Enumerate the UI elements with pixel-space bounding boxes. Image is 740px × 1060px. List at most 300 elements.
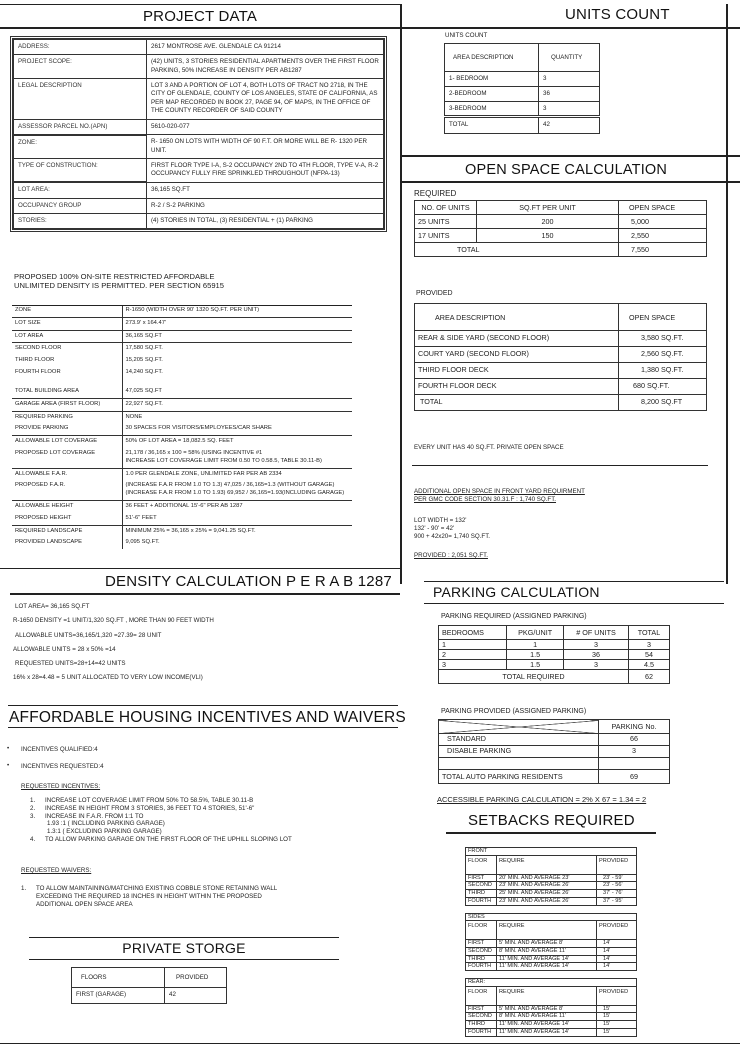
table-row <box>466 1021 637 1029</box>
header-row <box>466 986 637 1005</box>
table-row <box>12 305 352 317</box>
table-row <box>415 229 707 243</box>
row-label: REQUIRED LANDSCAPE <box>12 525 122 537</box>
calc-line: 900 + 42x20= 1,740 SQ.FT. <box>414 532 491 540</box>
row-label: ALLOWABLE LOT COVERAGE <box>12 436 122 448</box>
density-title: DENSITY CALCULATION P E R A B 1287 <box>105 573 392 590</box>
column-header: PROVIDED <box>597 921 637 940</box>
table-row <box>415 347 707 363</box>
waiver-line: EXCEEDING THE REQUIRED 18 INCHES IN HEIGHT WITHIN THE PROPOSED <box>36 892 262 900</box>
incentives-qualified: INCENTIVES QUALIFIED:4 <box>21 746 98 753</box>
table-cell: FIRST (GARAGE) <box>72 988 165 1004</box>
incentive-number <box>30 820 45 828</box>
table-cell: 5' MIN. AND AVERAGE 8' <box>497 940 597 948</box>
row-label: TOTAL BUILDING AREA <box>12 379 122 398</box>
table-cell: 3 <box>564 640 629 650</box>
table-row <box>12 379 352 398</box>
column-header: REQUIRE <box>497 921 597 940</box>
open-space-required-table <box>414 200 707 257</box>
value-line: INCREASE LOT COVERAGE LIMIT FROM 0.50 TO 0.58.5, TABLE 30.11-B) <box>125 457 322 464</box>
divider <box>8 705 398 706</box>
frame-line <box>400 181 740 183</box>
table-cell: 11' MIN. AND AVERAGE 14' <box>497 1028 597 1036</box>
table-cell: 5' MIN. AND AVERAGE 8' <box>497 1005 597 1013</box>
row-label: OCCUPANCY GROUP <box>14 198 147 213</box>
note-line: UNLIMITED DENSITY IS PERMITTED. PER SECTION 65915 <box>14 281 224 291</box>
value-line: 22,927 SQ.FT. <box>125 400 163 407</box>
total-row <box>439 670 670 684</box>
row-value: R- 1650 ON LOTS WITH WIDTH OF 90 F.T. OR MORE WILL BE R- 1320 PER UNIT. <box>147 135 384 159</box>
column-header: OPEN SPACE <box>619 201 707 215</box>
row-value: 36,165 SQ.FT <box>147 182 384 198</box>
table-row <box>466 947 637 955</box>
accessible-parking-calculation: ACCESSIBLE PARKING CALCULATION = 2% X 67 = 1.34 = 2 <box>437 795 647 804</box>
table-cell: 11' MIN. AND AVERAGE 14' <box>497 1021 597 1029</box>
row-value: LOT 3 AND A PORTION OF LOT 4, BOTH LOTS OF TRACT NO 2718, IN THE CITY OF GLENDALE, COUNTY OF LOS ANGELES, STATE OF CALIFORNIA, AS PER MAP RECORDED IN BOOK 27, PAGE 94, OF MAPS, IN THE OFFICE OF THE COUNTY RECORDER OF SAID COUNTY <box>147 79 384 119</box>
table-cell: TOTAL REQUIRED <box>439 670 629 684</box>
table-row <box>12 423 352 435</box>
table-cell: 1 <box>439 640 507 650</box>
row-label: PROPOSED HEIGHT <box>12 513 122 525</box>
incentive-item <box>30 805 390 813</box>
units-table <box>444 43 600 134</box>
table-row <box>466 1013 637 1021</box>
row-label: ZONE <box>12 305 122 317</box>
column-header: OPEN SPACE <box>619 304 707 331</box>
row-label: SECOND FLOOR <box>12 343 122 355</box>
table-cell: THIRD <box>466 890 497 898</box>
divider-vertical <box>726 4 728 584</box>
row-value <box>122 448 352 468</box>
frame-line <box>0 27 400 29</box>
table-cell: THIRD <box>466 1021 497 1029</box>
table-cell: 42 <box>539 117 600 134</box>
table-row <box>466 897 637 905</box>
row-label: LOT AREA: <box>14 182 147 198</box>
value-line: R-1650 (WIDTH OVER 90' 1320 SQ.FT. PER UNIT) <box>125 307 260 313</box>
table-cell: 1.5 <box>507 650 564 660</box>
note-line: ADDITIONAL OPEN SPACE IN FRONT YARD REQUIRMENT <box>414 488 585 495</box>
divider <box>424 581 724 582</box>
table-row <box>14 135 384 159</box>
table-row <box>439 746 670 758</box>
column-header: QUANTITY <box>539 44 600 72</box>
table-row <box>466 940 637 948</box>
table-cell: 4.5 <box>628 660 669 670</box>
divider <box>8 727 398 728</box>
incentive-item <box>30 836 390 844</box>
parking-required-label: PARKING REQUIRED (ASSIGNED PARKING) <box>441 613 587 620</box>
incentive-text: 1.3:1 ( EXCLUDING PARKING GARAGE) <box>47 828 162 835</box>
table-cell: 11' MIN. AND AVERAGE 14' <box>497 955 597 963</box>
table-row <box>466 882 637 890</box>
incentive-text: 1.93 :1 ( INCLUDING PARKING GARAGE) <box>47 820 165 828</box>
value-line: 273.9' x 164.47' <box>125 319 167 326</box>
column-header: NO. OF UNITS <box>415 201 477 215</box>
table-cell: 20' MIN. AND AVERAGE 23' <box>497 874 597 882</box>
value-line: 50% OF LOT AREA = 18,082.5 SQ. FEET <box>125 438 234 445</box>
table-cell: 3-BEDROOM <box>445 102 539 117</box>
divider <box>424 603 724 604</box>
row-value <box>122 398 352 411</box>
row-value: 5610-020-077 <box>147 119 384 135</box>
frame-line <box>0 568 400 569</box>
row-value <box>122 501 352 513</box>
table-cell: 3,580 SQ.FT. <box>619 331 707 347</box>
table-row <box>12 330 352 343</box>
row-label: ASSESSOR PARCEL NO.(APN) <box>14 119 147 135</box>
group-label: SIDES <box>466 913 637 921</box>
table-cell: 2 <box>439 650 507 660</box>
incentive-number: 1. <box>30 797 36 804</box>
waiver-number: 1. <box>21 885 27 892</box>
table-row <box>14 159 384 183</box>
table-cell: 25 UNITS <box>415 215 477 229</box>
row-label: LEGAL DESCRIPTION <box>14 79 147 119</box>
value-line: 1.0 PER GLENDALE ZONE, UNLIMITED FAR PER AB 2334 <box>125 470 282 477</box>
table-row <box>445 87 600 102</box>
setbacks-title: SETBACKS REQUIRED <box>468 812 635 829</box>
row-value: R-2 / S-2 PARKING <box>147 198 384 213</box>
column-header: TOTAL <box>628 626 669 640</box>
table-cell: 3 <box>628 640 669 650</box>
density-calculation <box>13 603 393 689</box>
value-line: 21,178 / 36,165 x 100 = 58% (USING INCENTIVE #1 <box>125 449 263 456</box>
parking-title: PARKING CALCULATION <box>433 584 600 600</box>
table-cell: SECOND <box>466 1013 497 1021</box>
table-row <box>466 890 637 898</box>
value-line: 36 FEET + ADDITIONAL 15'-6" PER AB 1287 <box>125 503 243 509</box>
incentives-requested: INCENTIVES REQUESTED:4 <box>21 763 104 770</box>
table-cell: FOURTH <box>466 1028 497 1036</box>
row-value: (42) UNITS, 3 STORIES RESIDENTIAL APARTMENTS OVER THE FIRST FLOOR PARKING, 50% INCREASE IN DENSITY PER AB1287 <box>147 55 384 79</box>
table-row <box>466 1028 637 1036</box>
row-label: GARAGE AREA (FIRST FLOOR) <box>12 398 122 411</box>
row-label: ADDRESS: <box>14 40 147 55</box>
row-label: ALLOWABLE F.A.R. <box>12 468 122 480</box>
note-line: PER GMC CODE SECTION 30.31.F : 1,740 SQ.FT. <box>414 495 557 503</box>
total-row <box>415 243 707 257</box>
table-row <box>415 363 707 379</box>
total-row <box>415 395 707 411</box>
row-label: STORIES: <box>14 214 147 229</box>
row-value <box>122 330 352 343</box>
table-cell: 2-BEDROOM <box>445 87 539 102</box>
zone-table <box>12 305 352 549</box>
incentive-item <box>30 820 390 828</box>
table-row <box>415 379 707 395</box>
value-line: 14,240 SQ.FT. <box>125 369 163 376</box>
table-row <box>445 72 600 87</box>
table-cell: 15' <box>597 1021 637 1029</box>
table-row <box>14 198 384 213</box>
header-row <box>466 921 637 940</box>
table-cell: FIRST <box>466 1005 497 1013</box>
table-row <box>12 480 352 500</box>
table-cell: 15' <box>597 1005 637 1013</box>
row-value <box>122 537 352 549</box>
table-cell: 14' <box>597 940 637 948</box>
table-cell: 23' MIN. AND AVERAGE 26' <box>497 882 597 890</box>
open-space-title: OPEN SPACE CALCULATION <box>465 162 668 178</box>
table-row <box>12 367 352 379</box>
value-line: 30 SPACES FOR VISITORS/EMPLOYEES/CAR SHARE <box>125 425 272 432</box>
row-label: PROVIDE PARKING <box>12 423 122 435</box>
table-cell: COURT YARD (SECOND FLOOR) <box>415 347 619 363</box>
table-cell: SECOND <box>466 947 497 955</box>
table-cell: 62 <box>628 670 669 684</box>
value-line: NONE <box>125 413 143 420</box>
project-data-title: PROJECT DATA <box>142 8 258 25</box>
value-line: (INCREASE F.A.R FROM 1.0 TO 1.3) 47,025 / 36,165=1.3 (WITHOUT GARAGE) <box>125 482 335 489</box>
additional-open-space <box>414 488 585 504</box>
table-cell: 3 <box>539 72 600 87</box>
table-cell: 23' MIN. AND AVERAGE 26' <box>497 897 597 905</box>
table-cell: 1 <box>507 640 564 650</box>
density-line: R-1650 DENSITY =1 UNIT/1,320 SQ.FT , MORE THAN 90 FEET WIDTH <box>13 617 214 625</box>
table-cell: 3 <box>439 660 507 670</box>
table-cell: 3 <box>564 660 629 670</box>
table-cell: 42 <box>165 988 227 1004</box>
table-cell: 1- BEDROOM <box>445 72 539 87</box>
row-value <box>122 423 352 435</box>
table-cell: 23' - 56' <box>597 882 637 890</box>
row-value <box>122 411 352 423</box>
table-row <box>12 398 352 411</box>
incentive-number: 2. <box>30 804 36 812</box>
total-row <box>445 117 600 134</box>
table-row <box>12 525 352 537</box>
value-line: 15,205 SQ.FT. <box>125 357 163 364</box>
open-space-provided-table <box>414 303 707 411</box>
table-row <box>12 343 352 355</box>
column-header: REQUIRE <box>497 855 597 874</box>
setback-table-rear <box>465 978 637 1037</box>
table-cell: 23' - 59' <box>597 874 637 882</box>
row-label: LOT SIZE <box>12 317 122 330</box>
table-cell: SECOND <box>466 882 497 890</box>
table-cell: REAR & SIDE YARD (SECOND FLOOR) <box>415 331 619 347</box>
table-cell: 54 <box>628 650 669 660</box>
table-cell: 2,560 SQ.FT. <box>619 347 707 363</box>
row-label: ZONE: <box>14 135 147 159</box>
column-header: BEDROOMS <box>439 626 507 640</box>
table-cell: 1.5 <box>507 660 564 670</box>
table-cell: 2,550 <box>619 229 707 243</box>
row-value: FIRST FLOOR TYPE I-A, S-2 OCCUPANCY 2ND TO 4TH FLOOR, TYPE V-A, R-2 OCCUPANCY FULLY FIRE SPRINKLED THROUGHOUT (NFPA-13) <box>147 159 384 183</box>
divider <box>29 959 339 960</box>
column-header: SQ.FT PER UNIT <box>477 201 619 215</box>
table-cell: 17 UNITS <box>415 229 477 243</box>
table-row <box>466 963 637 971</box>
row-value: (4) STORIES IN TOTAL, (3) RESIDENTIAL + (1) PARKING <box>147 214 384 229</box>
table-cell: 1,380 SQ.FT. <box>619 363 707 379</box>
row-label: THIRD FLOOR <box>12 355 122 367</box>
incentives-heading: REQUESTED INCENTIVES: <box>21 783 101 790</box>
affordable-title: AFFORDABLE HOUSING INCENTIVES AND WAIVERS <box>9 709 406 726</box>
table-cell: 8,200 SQ.FT <box>619 395 707 411</box>
table-row <box>14 40 384 55</box>
column-header: PKG/UNIT <box>507 626 564 640</box>
row-label: LOT AREA <box>12 330 122 343</box>
table-cell: TOTAL <box>415 395 619 411</box>
density-line: LOT AREA= 36,165 SQ.FT <box>15 603 90 610</box>
table-cell: 14' <box>597 963 637 971</box>
frame-line <box>400 155 740 157</box>
provided-label: PROVIDED <box>416 290 453 297</box>
incentive-text: INCREASE LOT COVERAGE LIMIT FROM 50% TO 58.5%, TABLE 30.11-B <box>45 797 254 804</box>
row-value: 2617 MONTROSE AVE. GLENDALE CA 91214 <box>147 40 384 55</box>
frame-line <box>0 4 400 5</box>
row-label: TYPE OF CONSTRUCTION: <box>14 159 147 183</box>
header-row <box>415 304 707 331</box>
column-header: # OF UNITS <box>564 626 629 640</box>
frame-line <box>400 27 740 29</box>
header-row <box>466 855 637 874</box>
table-cell: FOURTH <box>466 963 497 971</box>
row-value <box>122 379 352 398</box>
column-header: FLOOR <box>466 855 497 874</box>
row-label: PROVIDED LANDSCAPE <box>12 537 122 549</box>
project-data-table <box>10 36 387 232</box>
header-row <box>415 201 707 215</box>
table-cell: 8' MIN. AND AVERAGE 11' <box>497 1013 597 1021</box>
table-cell: THIRD FLOOR DECK <box>415 363 619 379</box>
table-row <box>14 119 384 135</box>
storage-table <box>71 967 227 1004</box>
units-count-title: UNITS COUNT <box>565 6 670 23</box>
column-header: FLOOR <box>466 986 497 1005</box>
table-cell: TOTAL <box>415 243 619 257</box>
crossed-header-cell <box>439 720 599 734</box>
column-header: PROVIDED <box>597 986 637 1005</box>
table-row <box>415 215 707 229</box>
table-cell: 680 SQ.FT. <box>619 379 707 395</box>
incentive-item <box>30 828 390 836</box>
table-cell: 25' MIN. AND AVERAGE 26' <box>497 890 597 898</box>
value-line: 36,165 SQ.FT <box>125 332 162 339</box>
table-row <box>12 537 352 549</box>
table-row <box>12 448 352 468</box>
row-value <box>122 513 352 525</box>
table-row <box>12 436 352 448</box>
column-header: PROVIDED <box>597 855 637 874</box>
note-line: PROPOSED 100% ON-SITE RESTRICTED AFFORDABLE <box>14 272 215 281</box>
column-header: PARKING No. <box>599 720 670 734</box>
provided-total: PROVIDED : 2,051 SQ.FT. <box>414 552 488 559</box>
table-cell: THIRD <box>466 955 497 963</box>
column-header: AREA DESCRIPTION <box>415 304 619 331</box>
column-header: PROVIDED <box>165 968 227 988</box>
table-cell: 14' <box>597 955 637 963</box>
header-row <box>439 720 670 734</box>
incentives-list <box>30 797 390 844</box>
header-row <box>439 626 670 640</box>
row-label: PROJECT SCOPE: <box>14 55 147 79</box>
row-value <box>122 525 352 537</box>
group-label: FRONT <box>466 848 637 856</box>
table-cell <box>599 758 670 770</box>
incentive-item <box>30 797 390 805</box>
table-cell: 7,550 <box>619 243 707 257</box>
parking-provided-table <box>438 719 670 784</box>
row-value <box>122 305 352 317</box>
table-cell: 69 <box>599 770 670 784</box>
incentive-text: INCREASE IN F.A.R. FROM 1:1 TO <box>45 812 144 820</box>
divider <box>29 937 339 938</box>
table-cell: 37' - 76' <box>597 890 637 898</box>
table-cell: DISABLE PARKING <box>439 746 599 758</box>
value-line: 17,580 SQ.FT. <box>125 345 163 352</box>
table-row <box>439 660 670 670</box>
table-row <box>12 355 352 367</box>
row-label: ALLOWABLE HEIGHT <box>12 501 122 513</box>
column-header: FLOORS <box>72 968 165 988</box>
incentive-item <box>30 813 390 821</box>
table-cell: STANDARD <box>439 734 599 746</box>
table-cell: 3 <box>539 102 600 117</box>
row-label: PROPOSED LOT COVERAGE <box>12 448 122 468</box>
table-cell: FOURTH FLOOR DECK <box>415 379 619 395</box>
row-value <box>122 355 352 367</box>
table-cell: 200 <box>477 215 619 229</box>
table-cell: 14' <box>597 947 637 955</box>
incentive-number: 4. <box>30 835 36 843</box>
waiver-line: ADDITIONAL OPEN SPACE AREA <box>36 900 133 908</box>
setback-table-front <box>465 847 637 906</box>
table-row <box>439 758 670 770</box>
incentive-number <box>30 828 45 836</box>
lot-width-calculation <box>414 517 490 540</box>
table-cell: TOTAL AUTO PARKING RESIDENTS <box>439 770 599 784</box>
table-row <box>466 1005 637 1013</box>
table-row <box>14 79 384 119</box>
table-row <box>466 874 637 882</box>
table-cell: FIRST <box>466 874 497 882</box>
table-row <box>12 468 352 480</box>
waiver-line: TO ALLOW MAINTAINING/MATCHING EXISTING COBBLE STONE RETAINING WALL <box>36 885 278 892</box>
affordable-note <box>14 272 224 291</box>
table-cell: 36 <box>539 87 600 102</box>
group-row <box>466 848 637 856</box>
parking-required-table <box>438 625 670 684</box>
table-cell: 15' <box>597 1013 637 1021</box>
divider <box>446 832 656 834</box>
row-label: REQUIRED PARKING <box>12 411 122 423</box>
table-row <box>12 317 352 330</box>
bullet: • <box>7 745 10 752</box>
value-line: 51'-6" FEET <box>125 514 157 521</box>
divider <box>412 465 708 466</box>
incentive-text: INCREASE IN HEIGHT FROM 3 STORIES, 36 FEET TO 4 STORIES, 51'-6" <box>45 804 255 812</box>
table-cell: 15' <box>597 1028 637 1036</box>
density-line: ALLOWABLE UNITS=36,165/1,320 =27.39= 28 UNIT <box>15 631 162 639</box>
group-row <box>466 979 637 987</box>
table-cell <box>439 758 599 770</box>
bullet: • <box>7 762 10 769</box>
private-open-space-note: EVERY UNIT HAS 40 SQ.FT. PRIVATE OPEN SPACE <box>414 444 564 451</box>
units-count-subtitle: UNITS COUNT <box>445 32 488 39</box>
setback-table-sides <box>465 913 637 972</box>
required-label: REQUIRED <box>414 189 457 198</box>
table-cell: 5,000 <box>619 215 707 229</box>
table-cell: 66 <box>599 734 670 746</box>
value-line: (INCREASE F.A.R FROM 1.0 TO 1.93) 69,952 / 36,165=1.93(INCLUDING GARAGE) <box>125 490 345 497</box>
table-cell: 8' MIN. AND AVERAGE 11' <box>497 947 597 955</box>
table-cell: 150 <box>477 229 619 243</box>
table-row <box>14 214 384 229</box>
density-line: REQUESTED UNITS=28+14=42 UNITS <box>15 660 126 667</box>
